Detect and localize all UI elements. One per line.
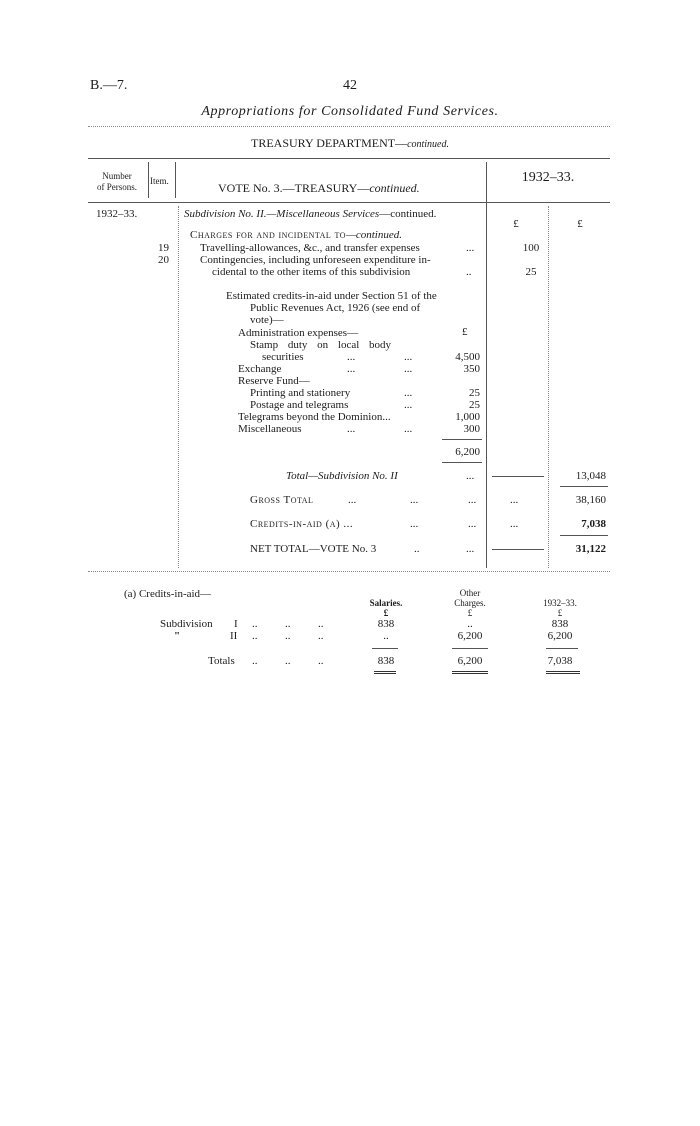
item-19-description: Travelling-allowances, &c., and transfer expenses	[200, 242, 420, 254]
subdivision-total-label: Total—Subdivision No. II	[286, 470, 398, 482]
footnote-col-other-pound: £	[467, 608, 473, 618]
footnote-sum-rule-year	[546, 648, 578, 649]
department-continued: continued.	[407, 139, 449, 150]
footnote-row-2-label: "	[174, 630, 181, 642]
gross-total-leader-2: ...	[410, 494, 419, 506]
header-rule	[88, 126, 610, 127]
column-divider-total	[548, 206, 549, 568]
footnote-row-2-num: II	[230, 630, 238, 642]
postage-amount: 25	[469, 399, 480, 411]
credits-in-aid-leader-1: ...	[410, 518, 419, 530]
estimated-total-rule	[442, 462, 482, 463]
telegrams-label: Telegrams beyond the Dominion...	[238, 411, 391, 423]
item-number-19: 19	[158, 242, 169, 254]
printing-leader: ...	[404, 387, 413, 399]
charges-continued: —continued.	[346, 229, 402, 241]
vote-heading	[218, 181, 420, 196]
footnote-col-year	[530, 598, 590, 618]
reserve-fund-heading: Reserve Fund—	[238, 375, 310, 387]
subdivision-heading	[184, 208, 436, 220]
department-heading	[150, 136, 550, 151]
estimated-sum-rule	[442, 439, 482, 440]
department-name: TREASURY DEPARTMENT—	[250, 136, 408, 150]
footnote-col-other-label-1: Other	[459, 588, 481, 598]
footnote-col-other-label-2: Charges.	[454, 598, 486, 608]
estimated-line-3: vote)—	[250, 314, 284, 326]
exchange-leader-2: ...	[404, 363, 413, 375]
column-divider-amount	[486, 162, 487, 568]
net-total-amount: 31,122	[575, 543, 606, 555]
stamp-duty-line-1: Stamp duty on local body	[250, 339, 392, 351]
header-item: Item.	[150, 176, 169, 186]
postage-leader: ...	[404, 399, 413, 411]
estimated-total: 6,200	[455, 446, 480, 458]
column-divider-persons	[148, 162, 149, 198]
table-head-rule	[88, 202, 610, 203]
exchange-label: Exchange	[238, 363, 282, 375]
footnote-col-other	[440, 588, 500, 618]
net-total-label: NET TOTAL—VOTE No. 3	[250, 543, 377, 555]
item-19-amount: 100	[522, 242, 540, 254]
table-top-rule	[88, 158, 610, 159]
telegrams-amount: 1,000	[455, 411, 480, 423]
footnote-row-1-label: Subdivision	[160, 618, 213, 630]
subdivision-total-amount: 13,048	[575, 470, 606, 482]
miscellaneous-leader-1: ...	[347, 423, 356, 435]
column-divider-item	[178, 206, 179, 568]
printing-amount: 25	[469, 387, 480, 399]
footnote-row-2-leaders: .. .. ..	[252, 630, 324, 642]
footnote-total-rule-year	[546, 671, 580, 674]
vote-title: VOTE No. 3.—TREASURY—	[218, 181, 370, 195]
footnote-row-2-other: 6,200	[457, 630, 483, 642]
page-number: 42	[343, 78, 357, 93]
footnote-sum-rule-other	[452, 648, 488, 649]
gross-total-leader-1: ...	[348, 494, 357, 506]
gross-total-label: Gross Total	[250, 494, 314, 506]
item-20-description: Contingencies, including unforeseen expenditure in-	[200, 254, 431, 266]
item-20-description-cont: cidental to the other items of this subdivision	[212, 266, 411, 278]
credits-in-aid-label: Credits-in-aid (a) ...	[250, 518, 354, 530]
header-year: 1932–33.	[521, 170, 575, 185]
column-divider-item-head	[175, 162, 176, 198]
footnote-col-salaries-pound: £	[383, 608, 389, 618]
footnote-col-year-pound: £	[557, 608, 563, 618]
stamp-duty-line-2: securities	[262, 351, 304, 363]
persons-year: 1932–33.	[96, 208, 138, 220]
miscellaneous-leader-2: ...	[404, 423, 413, 435]
subdivision-title: Subdivision No. II.—Miscellaneous Services	[184, 208, 380, 220]
credits-in-aid-amount: 7,038	[581, 518, 606, 530]
net-total-leader-1: ..	[414, 543, 420, 555]
footnote-col-salaries-label: Salaries.	[369, 598, 403, 608]
miscellaneous-label: Miscellaneous	[238, 423, 302, 435]
subdivision-total-leader: ...	[466, 470, 475, 482]
gross-total-amount: 38,160	[575, 494, 606, 506]
footnote-col-salaries	[356, 598, 416, 618]
page-title: Appropriations for Consolidated Fund Services.	[201, 104, 499, 119]
estimated-line-1: Estimated credits-in-aid under Section 51 of the	[226, 290, 437, 302]
credits-in-aid-leader-2: ...	[468, 518, 477, 530]
gross-total-leader-3: ...	[468, 494, 477, 506]
footnote-row-2-year: 6,200	[547, 630, 573, 642]
footnote-row-1-salaries: 838	[377, 618, 395, 630]
footnote-row-1-leaders: .. .. ..	[252, 618, 324, 630]
subdivision-total-rule	[560, 486, 608, 487]
miscellaneous-amount: 300	[463, 423, 480, 435]
footnote-totals-salaries: 838	[377, 655, 395, 667]
postage-label: Postage and telegrams	[250, 399, 349, 411]
gross-total-leader-4: ...	[510, 494, 519, 506]
exchange-leader-1: ...	[347, 363, 356, 375]
estimated-line-2: Public Revenues Act, 1926 (see end of	[250, 302, 421, 314]
subdivision-total-dash	[492, 476, 544, 477]
footnote-sum-rule-salaries	[372, 648, 398, 649]
pound-sign-column-2: £	[577, 218, 583, 230]
footnote-totals-leaders: .. .. ..	[252, 655, 324, 667]
stamp-duty-amount: 4,500	[455, 351, 480, 363]
footnote-total-rule-salaries	[374, 671, 396, 674]
exchange-amount: 350	[463, 363, 480, 375]
table-bottom-rule	[88, 571, 610, 572]
header-number: Number	[102, 171, 132, 181]
pound-sign-column-1: £	[513, 218, 519, 230]
subdivision-continued: —continued.	[379, 208, 437, 220]
charges-title: Charges for and incidental to	[190, 229, 347, 241]
credits-in-aid-rule	[560, 535, 608, 536]
item-number-20: 20	[158, 254, 169, 266]
item-20-amount: 25	[525, 266, 537, 278]
estimated-pound-sign: £	[462, 326, 468, 338]
footnote-total-rule-other	[452, 671, 488, 674]
admin-expenses-heading: Administration expenses—	[238, 327, 359, 339]
header-of-persons: of Persons.	[97, 182, 137, 192]
footnote-row-1-num: I	[234, 618, 238, 630]
item-19-leader: ...	[466, 242, 475, 254]
document-reference: B.—7.	[90, 78, 128, 93]
credits-in-aid-leader-3: ...	[510, 518, 519, 530]
header-number-of-persons	[88, 171, 146, 193]
footnote-totals-label: Totals	[208, 655, 235, 667]
footnote-col-year-label: 1932–33.	[543, 598, 577, 608]
footnote-row-1-year: 838	[551, 618, 569, 630]
net-total-dash	[492, 549, 544, 550]
net-total-leader-2: ...	[466, 543, 475, 555]
footnote-row-1-other: ..	[467, 618, 473, 630]
item-20-leader: ..	[466, 266, 472, 278]
footnote-title: (a) Credits-in-aid—	[124, 588, 212, 600]
footnote-row-2-salaries: ..	[383, 630, 389, 642]
stamp-duty-leader-1: ...	[347, 351, 356, 363]
vote-continued: continued.	[369, 181, 420, 195]
footnote-totals-year: 7,038	[547, 655, 573, 667]
footnote-totals-other: 6,200	[457, 655, 483, 667]
printing-label: Printing and stationery	[250, 387, 351, 399]
charges-heading	[190, 229, 402, 241]
stamp-duty-leader-2: ...	[404, 351, 413, 363]
